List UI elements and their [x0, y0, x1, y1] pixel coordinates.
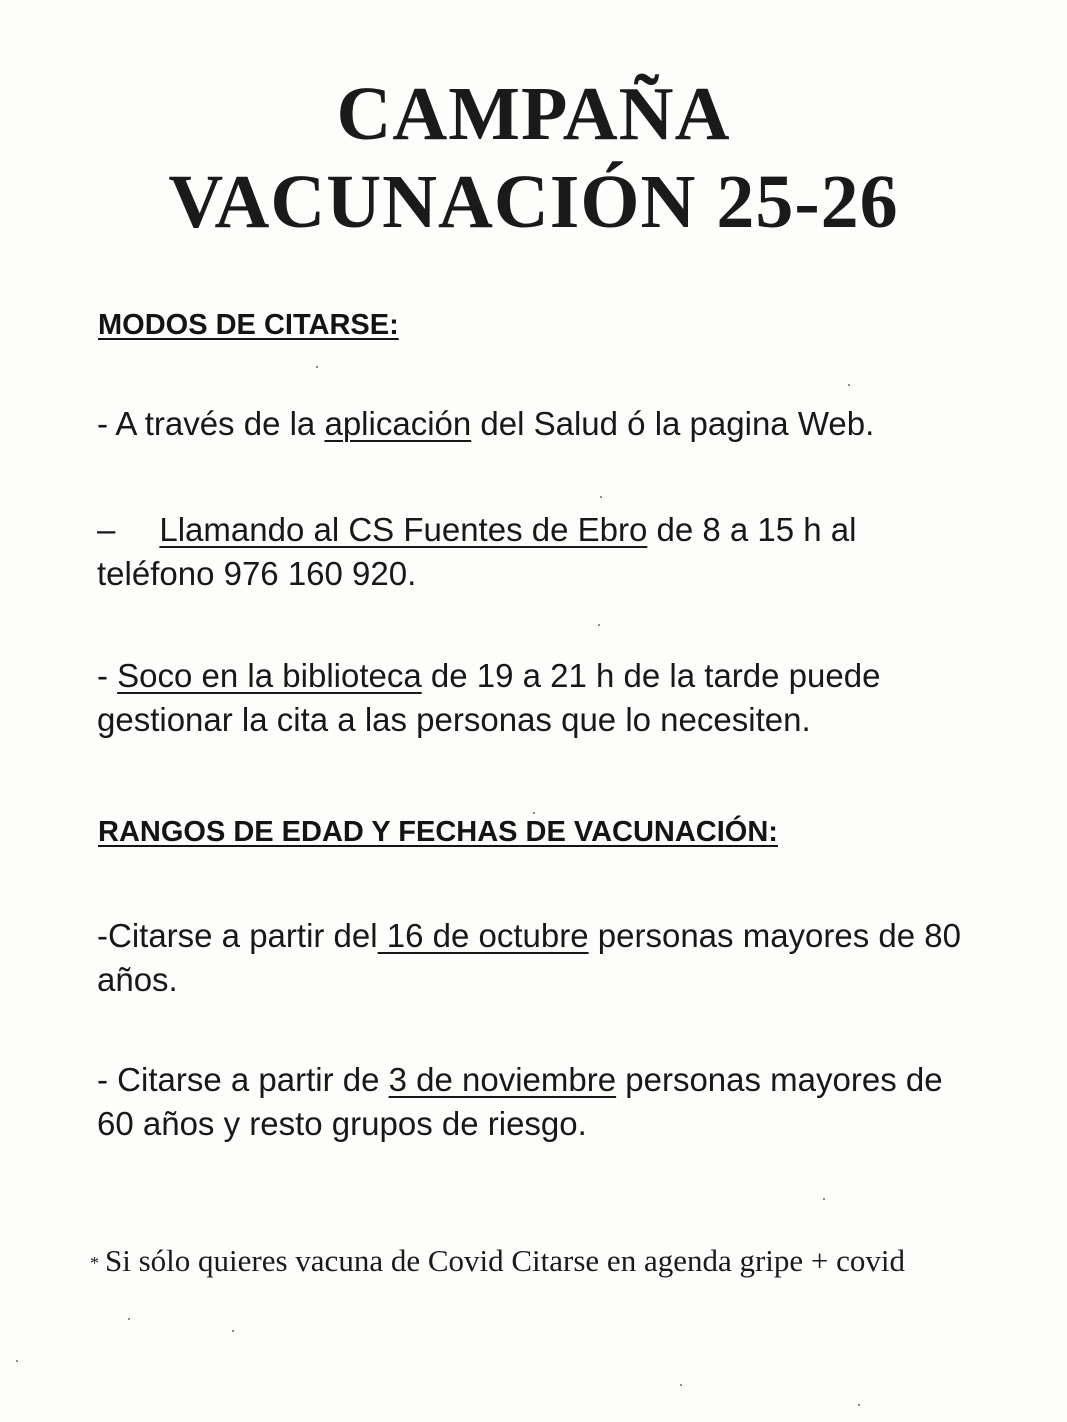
section-heading-rangos: RANGOS DE EDAD Y FECHAS DE VACUNACIÓN:: [98, 816, 778, 848]
modos-item-app-prefix: - A través de la: [97, 405, 325, 442]
scan-speck: [128, 1318, 130, 1320]
rangos-item-80: [97, 914, 977, 1002]
scan-speck: [316, 366, 318, 368]
scan-speck: [823, 1198, 825, 1200]
modos-item-app: [97, 402, 977, 446]
scan-speck: [232, 1330, 234, 1332]
footnote-text: Si sólo quieres vacuna de Covid Citarse en agenda gripe + covid: [105, 1243, 906, 1278]
scan-speck: [16, 1360, 18, 1362]
scan-speck: [533, 812, 535, 814]
rangos-item-60-suffix: personas mayores de 60 años y resto grupos de riesgo.: [97, 1061, 943, 1142]
modos-item-library-underlined: Soco en la biblioteca: [117, 657, 422, 694]
modos-item-library: [97, 654, 977, 742]
rangos-item-60-prefix: - Citarse a partir de: [97, 1061, 389, 1098]
modos-item-app-underlined: aplicación: [324, 405, 472, 442]
modos-item-app-suffix: del Salud ó la pagina Web.: [471, 405, 875, 442]
footnote-star: *: [90, 1253, 99, 1274]
rangos-item-80-prefix: -Citarse a partir del: [97, 917, 378, 954]
modos-item-phone-underlined: Llamando al CS Fuentes de Ebro: [159, 511, 648, 548]
scan-speck: [848, 384, 850, 386]
modos-item-phone-prefix: –: [97, 511, 116, 548]
rangos-item-80-suffix: personas mayores de 80 años.: [97, 917, 961, 998]
scan-speck: [598, 624, 600, 626]
title-line-1: CAMPAÑA: [336, 72, 731, 156]
title-line-2: VACUNACIÓN 25-26: [168, 160, 899, 244]
rangos-item-60-underlined: 3 de noviembre: [388, 1061, 617, 1098]
scan-speck: [858, 1404, 860, 1406]
modos-item-library-prefix: -: [97, 657, 118, 694]
rangos-item-60: [97, 1058, 977, 1146]
rangos-item-80-underlined: 16 de octubre: [377, 917, 589, 954]
modos-item-phone: [97, 508, 977, 596]
footnote: [90, 1243, 905, 1279]
modos-item-library-suffix: de 19 a 21 h de la tarde puede gestionar la cita a las personas que lo necesiten.: [97, 657, 881, 738]
scan-speck: [600, 496, 602, 498]
section-heading-modos: MODOS DE CITARSE:: [98, 309, 399, 341]
modos-item-phone-suffix: de 8 a 15 h al teléfono 976 160 920.: [97, 511, 857, 592]
scan-speck: [680, 1384, 682, 1386]
